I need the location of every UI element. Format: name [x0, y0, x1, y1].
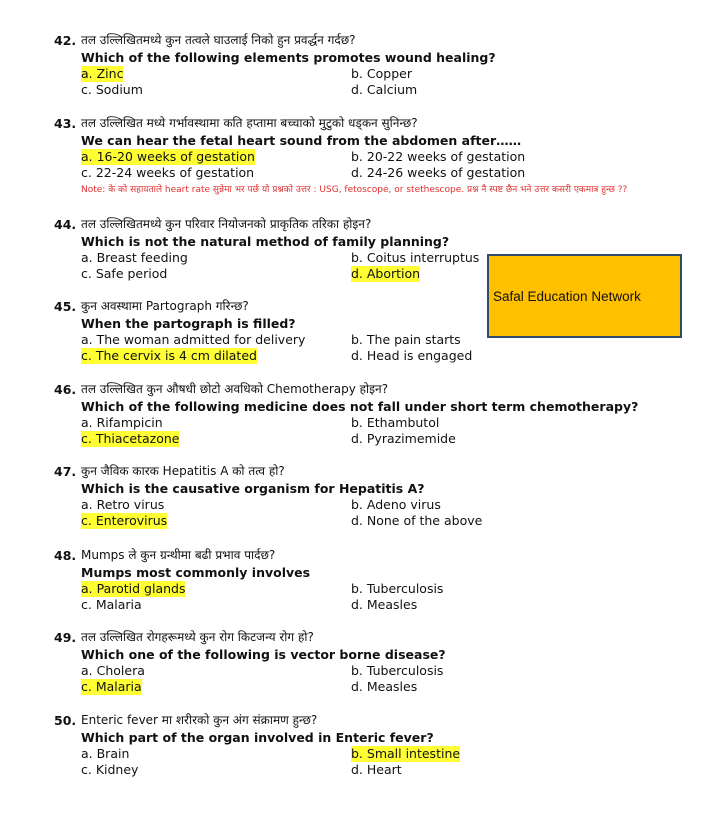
option-a: a. Breast feeding	[81, 250, 188, 265]
option-b: b. Copper	[351, 66, 412, 81]
answer-options	[81, 149, 654, 181]
question-number: 45.	[54, 299, 77, 314]
option-d: d. Calcium	[351, 82, 418, 97]
question-number: 44.	[54, 217, 77, 232]
option-d: d. Head is engaged	[351, 348, 473, 363]
question-text-english: We can hear the fetal heart sound from the abdomen after……	[81, 133, 522, 148]
question-header	[54, 712, 654, 729]
answer-options	[81, 66, 654, 98]
question-text-english: Which one of the following is vector borne disease?	[81, 647, 446, 662]
question-number: 50.	[54, 713, 77, 728]
option-a: a. The woman admitted for delivery	[81, 332, 306, 347]
option-b: b. Tuberculosis	[351, 581, 444, 596]
brand-watermark	[487, 254, 682, 338]
option-a-correct: a. Parotid glands	[81, 581, 186, 596]
option-c-correct: c. Thiacetazone	[81, 431, 180, 446]
question-text-nepali: Enteric fever मा शरीरको कुन अंग संक्रामण हुन्छ?	[81, 713, 318, 727]
option-a: a. Rifampicin	[81, 415, 163, 430]
question-text-english: Which part of the organ involved in Enteric fever?	[81, 730, 434, 745]
question-header	[54, 381, 654, 398]
option-c: c. Sodium	[81, 82, 143, 97]
question-text-nepali: तल उल्लिखित मध्ये गर्भावस्थामा कति हप्तामा बच्चाको मुटुको धड्कन सुनिन्छ?	[81, 116, 418, 130]
question-text-english: Which is not the natural method of family planning?	[81, 234, 450, 249]
option-c: c. Malaria	[81, 597, 142, 612]
question-text-nepali: तल उल्लिखित कुन औषधी छोटो अवधिको Chemotherapy होइन?	[81, 382, 389, 396]
option-a-correct: a. 16-20 weeks of gestation	[81, 149, 255, 164]
question-number: 49.	[54, 630, 77, 645]
question-text-nepali: तल उल्लिखित रोगहरूमध्ये कुन रोग किटजन्य रोग हो?	[81, 630, 314, 644]
question-header	[54, 216, 654, 233]
answer-options	[81, 746, 654, 778]
question-block	[54, 115, 654, 197]
option-d: d. 24-26 weeks of gestation	[351, 165, 526, 180]
question-block	[54, 32, 654, 98]
question-header	[54, 115, 654, 132]
option-b: b. The pain starts	[351, 332, 461, 347]
option-c: c. 22-24 weeks of gestation	[81, 165, 255, 180]
question-note: Note: के को सहायताले heart rate सुन्नेमा भर पर्छ यो प्रश्नको उत्तर : USG, fetoscope, or stethescope. प्रश्न नै स्पष्ट छैन भने उत्तर कसरी एकमात्र हुन्छ ??	[81, 185, 628, 195]
question-text-english: Which of the following elements promotes wound healing?	[81, 50, 496, 65]
question-text-nepali: Mumps ले कुन ग्रन्थीमा बढी प्रभाव पार्दछ?	[81, 548, 276, 562]
question-block	[54, 381, 654, 447]
option-c: c. Safe period	[81, 266, 168, 281]
question-text-nepali: कुन जैविक कारक Hepatitis A को तत्व हो?	[81, 464, 285, 478]
option-a: a. Cholera	[81, 663, 145, 678]
question-text-english: Mumps most commonly involves	[81, 565, 311, 580]
question-block	[54, 629, 654, 695]
brand-label: Safal Education Network	[493, 289, 641, 304]
question-text-nepali: कुन अवस्थामा Partograph गरिन्छ?	[81, 299, 249, 313]
question-block	[54, 463, 654, 529]
question-text-nepali: तल उल्लिखितमध्ये कुन तत्वले घाउलाई निको हुन प्रवर्द्धन गर्दछ?	[81, 33, 356, 47]
option-a: a. Brain	[81, 746, 130, 761]
question-block	[54, 712, 654, 778]
option-a: a. Retro virus	[81, 497, 165, 512]
answer-options	[81, 415, 654, 447]
question-header	[54, 463, 654, 480]
option-d: d. None of the above	[351, 513, 483, 528]
question-number: 48.	[54, 548, 77, 563]
option-c-correct: c. Enterovirus	[81, 513, 168, 528]
option-b: b. Adeno virus	[351, 497, 441, 512]
option-d-correct: d. Abortion	[351, 266, 421, 281]
question-header	[54, 629, 654, 646]
option-a-correct: a. Zinc	[81, 66, 124, 81]
question-header	[54, 547, 654, 564]
answer-options	[81, 663, 654, 695]
option-b: b. Coitus interruptus	[351, 250, 480, 265]
question-text-nepali: तल उल्लिखितमध्ये कुन परिवार नियोजनको प्राकृतिक तरिका होइन?	[81, 217, 372, 231]
question-number: 42.	[54, 33, 77, 48]
option-b: b. 20-22 weeks of gestation	[351, 149, 526, 164]
option-b-correct: b. Small intestine	[351, 746, 461, 761]
question-text-english: Which of the following medicine does not fall under short term chemotherapy?	[81, 399, 639, 414]
option-d: d. Measles	[351, 597, 418, 612]
answer-options	[81, 497, 654, 529]
option-b: b. Tuberculosis	[351, 663, 444, 678]
option-b: b. Ethambutol	[351, 415, 440, 430]
option-d: d. Measles	[351, 679, 418, 694]
question-number: 46.	[54, 382, 77, 397]
question-header	[54, 32, 654, 49]
answer-options	[81, 581, 654, 613]
question-text-english: Which is the causative organism for Hepatitis A?	[81, 481, 425, 496]
option-d: d. Heart	[351, 762, 402, 777]
option-c-correct: c. The cervix is 4 cm dilated	[81, 348, 257, 363]
question-text-english: When the partograph is filled?	[81, 316, 296, 331]
question-number: 43.	[54, 116, 77, 131]
question-block	[54, 547, 654, 613]
option-c-correct: c. Malaria	[81, 679, 142, 694]
option-c: c. Kidney	[81, 762, 139, 777]
option-d: d. Pyrazimemide	[351, 431, 456, 446]
question-number: 47.	[54, 464, 77, 479]
